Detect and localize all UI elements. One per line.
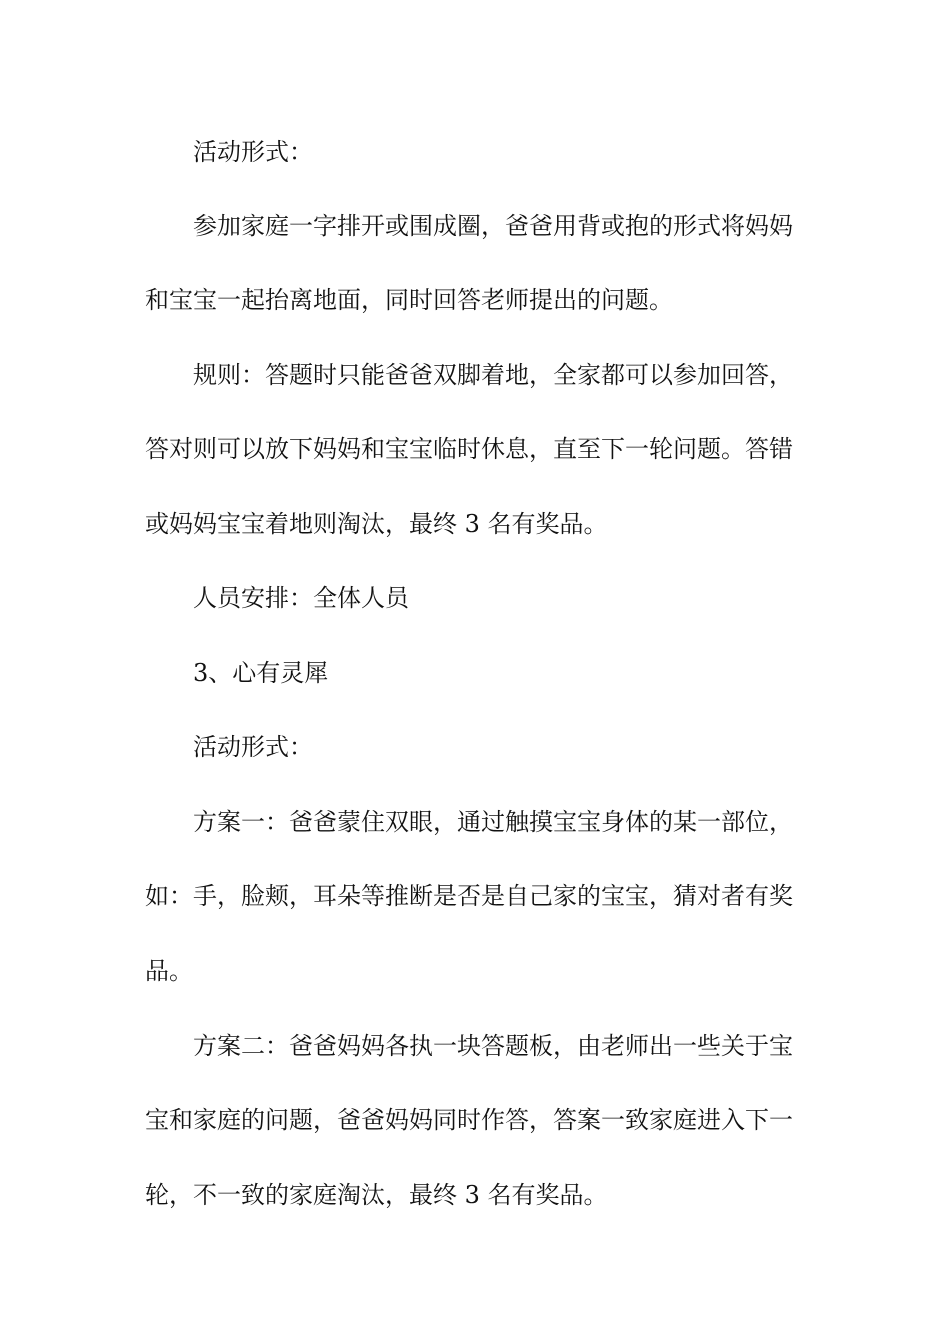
paragraph-heading-activity-form: 活动形式：	[193, 733, 313, 761]
paragraph-rules: 规则：答题时只能爸爸双脚着地，全家都可以参加回答，	[193, 361, 793, 389]
paragraph-line: 和宝宝一起抬离地面，同时回答老师提出的问题。	[145, 286, 673, 314]
paragraph-line: 品。	[145, 957, 193, 985]
paragraph-line: 参加家庭一字排开或围成圈，爸爸用背或抱的形式将妈妈	[193, 212, 793, 240]
paragraph-line: 轮，不一致的家庭淘汰，最终 3 名有奖品。	[145, 1181, 608, 1209]
section-heading: 3、心有灵犀	[193, 659, 329, 687]
paragraph-line: 答对则可以放下妈妈和宝宝临时休息，直至下一轮问题。答错	[145, 435, 793, 463]
paragraph-staffing: 人员安排：全体人员	[193, 584, 409, 612]
paragraph-plan-two: 方案二：爸爸妈妈各执一块答题板，由老师出一些关于宝	[193, 1032, 793, 1060]
paragraph-heading-activity-form: 活动形式：	[193, 138, 313, 166]
paragraph-line: 如：手，脸颊，耳朵等推断是否是自己家的宝宝，猜对者有奖	[145, 882, 793, 910]
paragraph-line: 宝和家庭的问题，爸爸妈妈同时作答，答案一致家庭进入下一	[145, 1106, 793, 1134]
paragraph-plan-one: 方案一：爸爸蒙住双眼，通过触摸宝宝身体的某一部位，	[193, 808, 793, 836]
paragraph-line: 或妈妈宝宝着地则淘汰，最终 3 名有奖品。	[145, 510, 608, 538]
